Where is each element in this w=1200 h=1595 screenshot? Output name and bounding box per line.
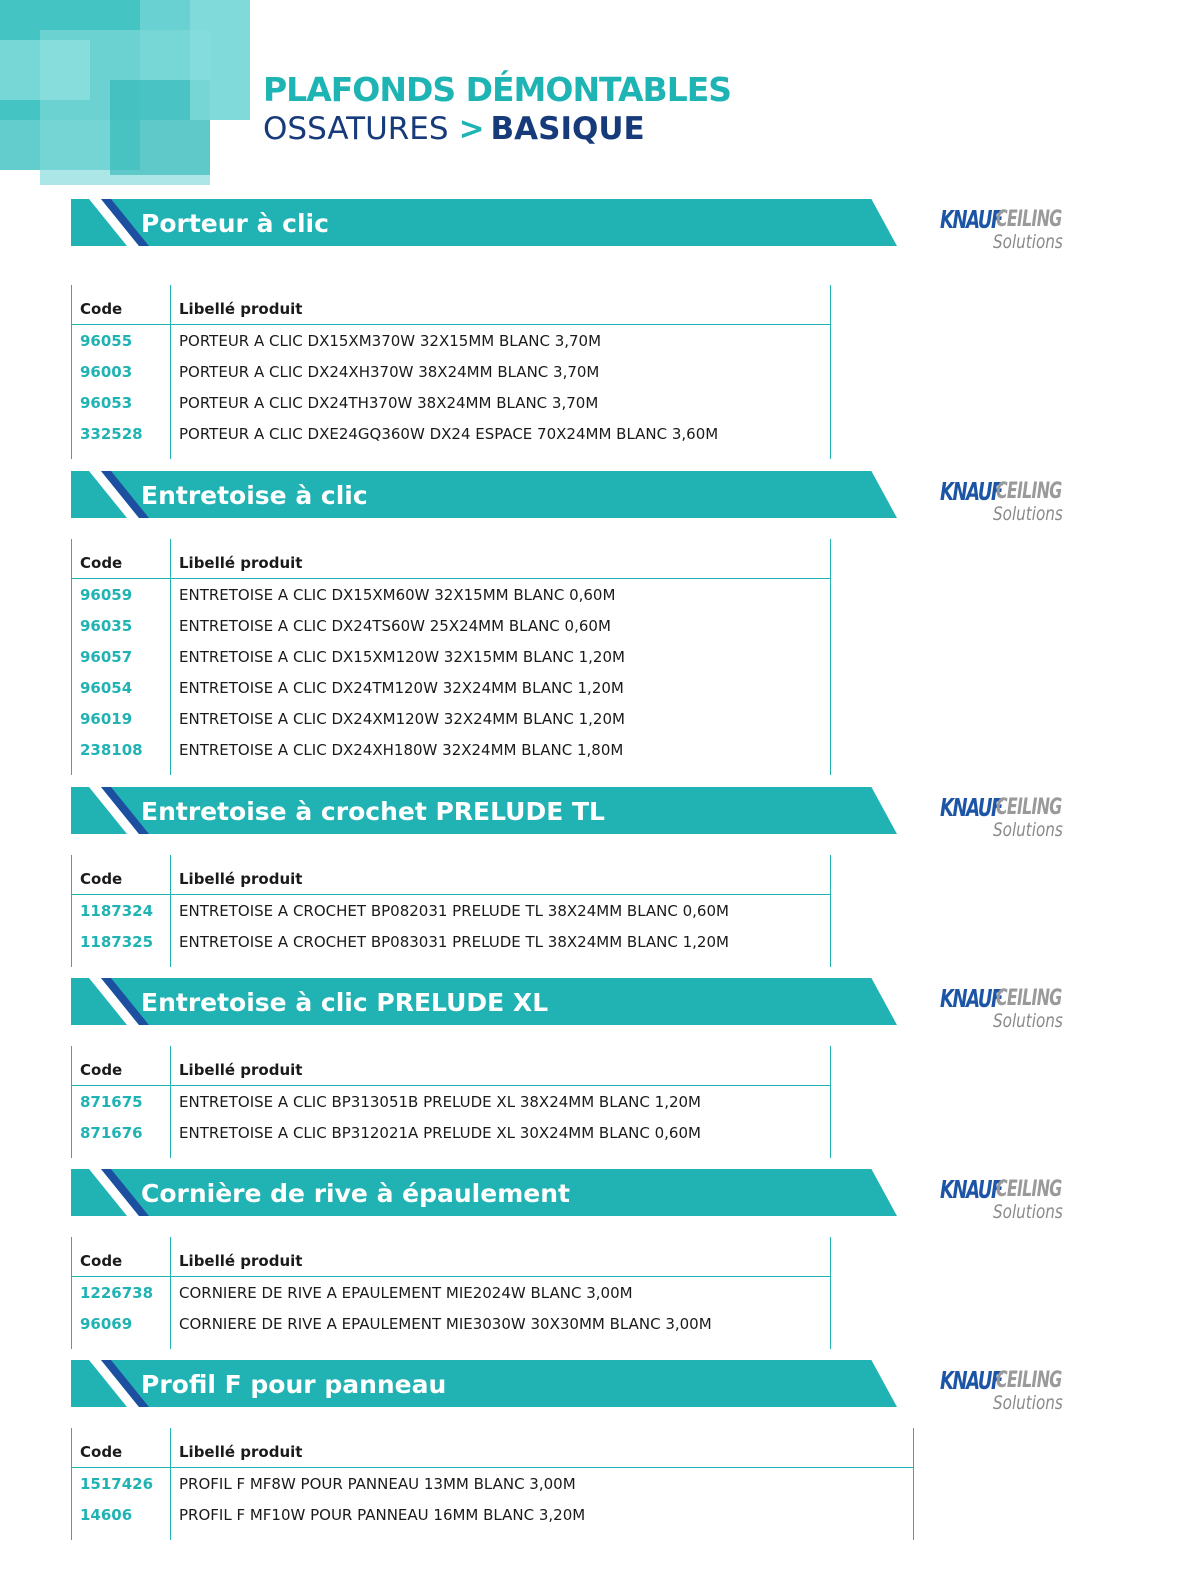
product-label: ENTRETOISE A CLIC DX24XM120W 32X24MM BLANC 1,20M: [171, 703, 831, 734]
product-label: ENTRETOISE A CLIC DX15XM60W 32X15MM BLANC 0,60M: [171, 579, 831, 611]
product-code: 1517426: [72, 1468, 171, 1500]
logo-tagline: Solutions: [993, 1010, 1063, 1032]
product-table: [71, 855, 831, 967]
knauf-ceiling-logo: [940, 1366, 1070, 1418]
banner-stripes: [71, 199, 151, 246]
page-title: [263, 70, 731, 148]
product-label: ENTRETOISE A CLIC BP312021A PRELUDE XL 30X24MM BLANC 0,60M: [171, 1117, 831, 1158]
page-title-line2: [263, 110, 731, 148]
table-row: [72, 1277, 831, 1309]
logo-brand: KNAUF: [940, 205, 1002, 234]
logo-product: CEILING: [996, 1177, 1062, 1202]
product-code: 1187325: [72, 926, 171, 967]
banner-stripes: [71, 1169, 151, 1216]
logo-brand: KNAUF: [940, 477, 1002, 506]
column-header-libelle: Libellé produit: [171, 855, 831, 895]
product-label: ENTRETOISE A CLIC DX24XH180W 32X24MM BLANC 1,80M: [171, 734, 831, 775]
logo-tagline: Solutions: [993, 503, 1063, 525]
knauf-ceiling-logo: [940, 1175, 1070, 1227]
breadcrumb-separator: >: [458, 111, 485, 147]
page-title-subcategory: BASIQUE: [490, 111, 645, 147]
table-row: [72, 1117, 831, 1158]
product-label: ENTRETOISE A CLIC DX24TS60W 25X24MM BLANC 0,60M: [171, 610, 831, 641]
product-code: 96003: [72, 356, 171, 387]
logo-product: CEILING: [996, 795, 1062, 820]
column-header-libelle: Libellé produit: [171, 1237, 831, 1277]
logo-product: CEILING: [996, 479, 1062, 504]
product-label: ENTRETOISE A CROCHET BP083031 PRELUDE TL 38X24MM BLANC 1,20M: [171, 926, 831, 967]
product-code: 96035: [72, 610, 171, 641]
product-code: 1187324: [72, 895, 171, 927]
table-row: [72, 734, 831, 775]
knauf-ceiling-logo: [940, 793, 1070, 845]
column-header-code: Code: [72, 1428, 171, 1468]
column-header-libelle: Libellé produit: [171, 1428, 914, 1468]
product-code: 871675: [72, 1086, 171, 1118]
column-header-libelle: Libellé produit: [171, 1046, 831, 1086]
table-row: [72, 418, 831, 459]
logo-brand: KNAUF: [940, 793, 1002, 822]
table-row: [72, 325, 831, 357]
column-header-code: Code: [72, 285, 171, 325]
knauf-ceiling-logo: [940, 205, 1070, 257]
product-code: 332528: [72, 418, 171, 459]
logo-tagline: Solutions: [993, 1392, 1063, 1414]
table-row: [72, 895, 831, 927]
product-label: PORTEUR A CLIC DX15XM370W 32X15MM BLANC 3,70M: [171, 325, 831, 357]
logo-product: CEILING: [996, 207, 1062, 232]
page-title-category: OSSATURES: [263, 111, 449, 147]
table-row: [72, 356, 831, 387]
logo-brand: KNAUF: [940, 1175, 1002, 1204]
product-table: [71, 1428, 914, 1540]
table-row: [72, 1086, 831, 1118]
product-label: PORTEUR A CLIC DXE24GQ360W DX24 ESPACE 70X24MM BLANC 3,60M: [171, 418, 831, 459]
table-row: [72, 641, 831, 672]
logo-brand: KNAUF: [940, 984, 1002, 1013]
column-header-libelle: Libellé produit: [171, 539, 831, 579]
product-label: ENTRETOISE A CLIC DX24TM120W 32X24MM BLANC 1,20M: [171, 672, 831, 703]
knauf-ceiling-logo: [940, 477, 1070, 529]
logo-product: CEILING: [996, 1368, 1062, 1393]
logo-brand: KNAUF: [940, 1366, 1002, 1395]
logo-product: CEILING: [996, 986, 1062, 1011]
product-code: 96055: [72, 325, 171, 357]
product-table: [71, 1237, 831, 1349]
column-header-code: Code: [72, 855, 171, 895]
banner-stripes: [71, 978, 151, 1025]
product-code: 96053: [72, 387, 171, 418]
table-row: [72, 672, 831, 703]
banner-stripes: [71, 1360, 151, 1407]
table-row: [72, 1308, 831, 1349]
table-row: [72, 387, 831, 418]
table-row: [72, 1468, 914, 1500]
banner-stripes: [71, 787, 151, 834]
logo-tagline: Solutions: [993, 231, 1063, 253]
product-code: 871676: [72, 1117, 171, 1158]
banner-stripes: [71, 471, 151, 518]
product-label: PORTEUR A CLIC DX24TH370W 38X24MM BLANC 3,70M: [171, 387, 831, 418]
logo-tagline: Solutions: [993, 1201, 1063, 1223]
section-title: Entretoise à clic: [141, 481, 368, 510]
product-label: PORTEUR A CLIC DX24XH370W 38X24MM BLANC 3,70M: [171, 356, 831, 387]
product-label: PROFIL F MF8W POUR PANNEAU 13MM BLANC 3,00M: [171, 1468, 914, 1500]
product-label: CORNIERE DE RIVE A EPAULEMENT MIE2024W BLANC 3,00M: [171, 1277, 831, 1309]
column-header-code: Code: [72, 1237, 171, 1277]
table-row: [72, 610, 831, 641]
product-label: ENTRETOISE A CLIC BP313051B PRELUDE XL 38X24MM BLANC 1,20M: [171, 1086, 831, 1118]
product-code: 14606: [72, 1499, 171, 1540]
product-code: 96059: [72, 579, 171, 611]
column-header-libelle: Libellé produit: [171, 285, 831, 325]
product-table: [71, 285, 831, 459]
column-header-code: Code: [72, 1046, 171, 1086]
page-title-line1: PLAFONDS DÉMONTABLES: [263, 70, 732, 109]
product-table: [71, 539, 831, 775]
product-code: 238108: [72, 734, 171, 775]
product-label: ENTRETOISE A CROCHET BP082031 PRELUDE TL 38X24MM BLANC 0,60M: [171, 895, 831, 927]
section-title: Entretoise à crochet PRELUDE TL: [141, 797, 605, 826]
table-row: [72, 703, 831, 734]
product-code: 96069: [72, 1308, 171, 1349]
product-table: [71, 1046, 831, 1158]
section-title: Cornière de rive à épaulement: [141, 1179, 570, 1208]
column-header-code: Code: [72, 539, 171, 579]
table-row: [72, 926, 831, 967]
product-code: 96057: [72, 641, 171, 672]
product-code: 96054: [72, 672, 171, 703]
product-label: CORNIERE DE RIVE A EPAULEMENT MIE3030W 30X30MM BLANC 3,00M: [171, 1308, 831, 1349]
product-code: 1226738: [72, 1277, 171, 1309]
table-row: [72, 579, 831, 611]
product-label: ENTRETOISE A CLIC DX15XM120W 32X15MM BLANC 1,20M: [171, 641, 831, 672]
product-label: PROFIL F MF10W POUR PANNEAU 16MM BLANC 3,20M: [171, 1499, 914, 1540]
section-title: Profil F pour panneau: [141, 1370, 447, 1399]
section-title: Entretoise à clic PRELUDE XL: [141, 988, 549, 1017]
table-row: [72, 1499, 914, 1540]
logo-tagline: Solutions: [993, 819, 1063, 841]
product-code: 96019: [72, 703, 171, 734]
corner-decoration: [0, 0, 250, 190]
knauf-ceiling-logo: [940, 984, 1070, 1036]
section-title: Porteur à clic: [141, 209, 329, 238]
